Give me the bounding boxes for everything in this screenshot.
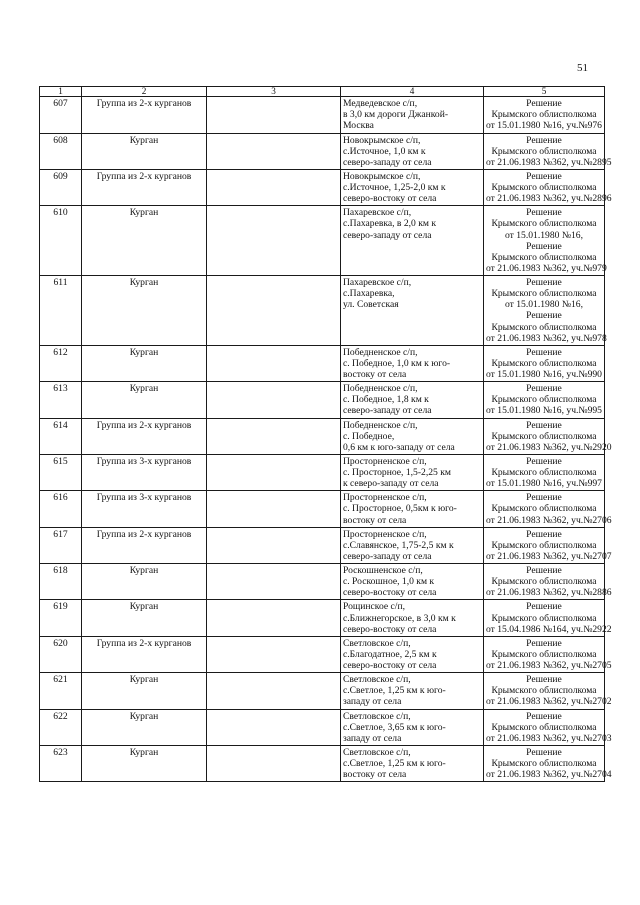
location-cell	[341, 491, 484, 527]
location-line: 0,6 км к юго-западу от села	[343, 441, 455, 453]
location-line: с. Победное, 1,0 км к юго-	[343, 357, 451, 369]
document-line: от 15.01.1980 №16,	[505, 299, 583, 311]
document-line: от 21.06.1983 №362, уч.№2920	[486, 441, 612, 453]
location-line: Новокрымское с/п,	[343, 170, 421, 182]
document-line: Крымского облисполкома	[491, 612, 597, 624]
column-3-cell	[207, 418, 341, 454]
record-number: 607	[40, 97, 82, 133]
location-line: Москва	[343, 120, 374, 132]
location-line: Победненское с/п,	[343, 383, 418, 395]
column-3-cell	[207, 636, 341, 672]
document-line: Решение	[526, 346, 562, 358]
record-number: 617	[40, 527, 82, 563]
column-3-cell	[207, 745, 341, 781]
document-line: Крымского облисполкома	[491, 467, 597, 479]
document-line: от 21.06.1983 №362, уч.№978	[486, 332, 607, 344]
document-cell	[484, 206, 605, 276]
object-name: Курган	[82, 673, 207, 709]
document-cell	[484, 276, 605, 346]
location-line: востоку от села	[343, 769, 407, 781]
location-line: ул. Советская	[343, 299, 399, 311]
location-line: Новокрымское с/п,	[343, 134, 421, 146]
column-3-cell	[207, 345, 341, 381]
location-cell	[341, 745, 484, 781]
document-line: Крымского облисполкома	[491, 394, 597, 406]
document-line: Решение	[526, 419, 562, 431]
table-row	[40, 745, 605, 781]
document-line: Решение	[526, 674, 562, 686]
document-line: Решение	[526, 277, 562, 289]
location-line: северо-западу от села	[343, 550, 432, 562]
location-line: к северо-западу от села	[343, 478, 439, 490]
record-number: 620	[40, 636, 82, 672]
location-cell	[341, 564, 484, 600]
location-line: северо-востоку от села	[343, 660, 437, 672]
record-number: 623	[40, 745, 82, 781]
document-line: Крымского облисполкома	[491, 503, 597, 515]
document-line: Крымского облисполкома	[491, 539, 597, 551]
table-row	[40, 206, 605, 276]
location-line: Просторненское с/п,	[343, 455, 427, 467]
location-cell	[341, 709, 484, 745]
location-line: Светловское с/п,	[343, 637, 411, 649]
document-line: Решение	[526, 455, 562, 467]
location-cell	[341, 673, 484, 709]
document-cell	[484, 418, 612, 454]
document-cell	[484, 709, 612, 745]
location-cell	[341, 169, 484, 205]
monument-registry-table	[39, 86, 612, 782]
object-name: Курган	[82, 745, 207, 781]
object-name: Группа из 2-х курганов	[82, 636, 207, 672]
record-number: 618	[40, 564, 82, 600]
document-line: Крымского облисполкома	[491, 430, 597, 442]
location-cell	[341, 527, 484, 563]
table-row	[40, 276, 605, 346]
document-line: Крымского облисполкома	[491, 145, 597, 157]
column-3-cell	[207, 133, 341, 169]
column-3-cell	[207, 673, 341, 709]
column-3-cell	[207, 382, 341, 418]
record-number: 608	[40, 133, 82, 169]
location-line: северо-западу от села	[343, 229, 432, 241]
document-cell	[484, 745, 612, 781]
location-line: Просторненское с/п,	[343, 528, 427, 540]
table-row	[40, 454, 605, 490]
document-line: Крымского облисполкома	[491, 685, 597, 697]
document-line: от 21.06.1983 №362, уч.№2895	[486, 156, 612, 168]
document-line: Крымского облисполкома	[491, 576, 597, 588]
record-number: 612	[40, 345, 82, 381]
document-cell	[484, 527, 612, 563]
object-name: Группа из 2-х курганов	[82, 169, 207, 205]
column-3-cell	[207, 564, 341, 600]
location-cell	[341, 97, 484, 133]
document-line: от 21.06.1983 №362, уч.№2704	[486, 769, 612, 781]
record-number: 616	[40, 491, 82, 527]
record-number: 609	[40, 169, 82, 205]
document-line: от 15.01.1980 №16, уч.№990	[486, 369, 602, 381]
object-name: Курган	[82, 345, 207, 381]
header-col-2: 2	[82, 87, 207, 97]
document-line: Решение	[526, 492, 562, 504]
header-row	[40, 87, 605, 97]
document-cell	[484, 345, 605, 381]
table-row	[40, 636, 605, 672]
location-line: северо-западу от села	[343, 405, 432, 417]
document-cell	[484, 133, 612, 169]
document-line: от 21.06.1983 №362, уч.№2703	[486, 732, 612, 744]
document-line: Решение	[526, 746, 562, 758]
location-line: Пахаревское с/п,	[343, 207, 412, 219]
column-3-cell	[207, 276, 341, 346]
column-3-cell	[207, 97, 341, 133]
table-row	[40, 382, 605, 418]
document-cell	[484, 564, 612, 600]
location-line: с. Победное,	[343, 430, 395, 442]
document-line: от 21.06.1983 №362, уч.№2896	[486, 193, 612, 205]
header-col-5: 5	[484, 87, 605, 97]
table-row	[40, 527, 605, 563]
object-name: Курган	[82, 133, 207, 169]
location-cell	[341, 636, 484, 672]
table-row	[40, 418, 605, 454]
location-line: с.Светлое, 1,25 км к юго-	[343, 758, 446, 770]
location-line: с.Славянское, 1,75-2,5 км к	[343, 539, 454, 551]
document-cell	[484, 673, 612, 709]
document-line: от 21.06.1983 №362, уч.№979	[486, 262, 607, 274]
document-line: Крымского облисполкома	[491, 648, 597, 660]
record-number: 614	[40, 418, 82, 454]
document-cell	[484, 454, 605, 490]
location-cell	[341, 345, 484, 381]
location-line: с. Просторное, 1,5-2,25 км	[343, 467, 451, 479]
table-row	[40, 673, 605, 709]
document-line: Крымского облисполкома	[491, 288, 597, 300]
document-line: от 21.06.1983 №362, уч.№2705	[486, 660, 612, 672]
document-line: Крымского облисполкома	[491, 357, 597, 369]
document-line: Крымского облисполкома	[491, 321, 597, 333]
table-row	[40, 169, 605, 205]
document-line: Крымского облисполкома	[491, 251, 597, 263]
table-row	[40, 97, 605, 133]
record-number: 611	[40, 276, 82, 346]
location-line: западу от села	[343, 696, 402, 708]
location-line: северо-востоку от села	[343, 193, 437, 205]
column-3-cell	[207, 169, 341, 205]
location-line: с. Роскошное, 1,0 км к	[343, 576, 435, 588]
object-name: Группа из 2-х курганов	[82, 418, 207, 454]
location-line: с. Победное, 1,8 км к	[343, 394, 429, 406]
location-line: Пахаревское с/п,	[343, 277, 412, 289]
document-line: от 21.06.1983 №362, уч.№2886	[486, 587, 612, 599]
object-name: Курган	[82, 709, 207, 745]
header-col-4: 4	[341, 87, 484, 97]
location-line: Просторненское с/п,	[343, 492, 427, 504]
document-line: Решение	[526, 565, 562, 577]
object-name: Группа из 2-х курганов	[82, 527, 207, 563]
table-row	[40, 600, 605, 636]
document-line: от 21.06.1983 №362, уч.№2702	[486, 696, 612, 708]
column-3-cell	[207, 206, 341, 276]
column-3-cell	[207, 600, 341, 636]
location-line: с.Источное, 1,25-2,0 км к	[343, 182, 446, 194]
document-line: Крымского облисполкома	[491, 721, 597, 733]
document-line: Крымского облисполкома	[491, 109, 597, 121]
record-number: 619	[40, 600, 82, 636]
table-row	[40, 709, 605, 745]
table-row	[40, 345, 605, 381]
document-cell	[484, 97, 605, 133]
document-line: от 15.01.1980 №16, уч.№995	[486, 405, 602, 417]
location-cell	[341, 276, 484, 346]
location-line: востоку от села	[343, 514, 407, 526]
location-line: Медведевское с/п,	[343, 98, 418, 110]
location-line: с.Ближнегорское, в 3,0 км к	[343, 612, 456, 624]
location-line: северо-востоку от села	[343, 587, 437, 599]
table-row	[40, 564, 605, 600]
document-line: Крымского облисполкома	[491, 758, 597, 770]
record-number: 615	[40, 454, 82, 490]
location-cell	[341, 206, 484, 276]
document-line: Решение	[526, 637, 562, 649]
location-line: Светловское с/п,	[343, 746, 411, 758]
table-body	[40, 97, 612, 782]
table-row	[40, 491, 605, 527]
record-number: 621	[40, 673, 82, 709]
document-cell	[484, 636, 612, 672]
document-line: Решение	[526, 383, 562, 395]
object-name: Группа из 2-х курганов	[82, 97, 207, 133]
record-number: 610	[40, 206, 82, 276]
location-cell	[341, 382, 484, 418]
table-row	[40, 133, 605, 169]
location-line: с. Просторное, 0,5км к юго-	[343, 503, 457, 515]
object-name: Курган	[82, 382, 207, 418]
table-header	[40, 87, 605, 97]
header-col-3: 3	[207, 87, 341, 97]
header-col-1: 1	[40, 87, 82, 97]
record-number: 622	[40, 709, 82, 745]
document-line: Решение	[526, 601, 562, 613]
document-cell	[484, 169, 612, 205]
column-3-cell	[207, 454, 341, 490]
object-name: Курган	[82, 206, 207, 276]
object-name: Курган	[82, 600, 207, 636]
document-line: от 15.01.1980 №16,	[505, 229, 583, 241]
document-line: Решение	[526, 310, 562, 322]
document-line: Крымского облисполкома	[491, 182, 597, 194]
document-cell	[484, 600, 612, 636]
location-line: с.Светлое, 3,65 км к юго-	[343, 721, 446, 733]
location-cell	[341, 600, 484, 636]
column-3-cell	[207, 491, 341, 527]
location-line: северо-западу от села	[343, 156, 432, 168]
object-name: Группа из 3-х курганов	[82, 454, 207, 490]
location-line: Роскошненское с/п,	[343, 565, 423, 577]
location-line: Светловское с/п,	[343, 710, 411, 722]
location-line: Победненское с/п,	[343, 419, 418, 431]
location-line: с.Источное, 1,0 км к	[343, 145, 426, 157]
column-3-cell	[207, 709, 341, 745]
location-line: Светловское с/п,	[343, 674, 411, 686]
document-line: Решение	[526, 98, 562, 110]
location-line: с.Светлое, 1,25 км к юго-	[343, 685, 446, 697]
location-line: западу от села	[343, 732, 402, 744]
page-number: 51	[577, 62, 588, 74]
document-line: Решение	[526, 240, 562, 252]
document-line: Решение	[526, 207, 562, 219]
document-cell	[484, 382, 605, 418]
document-line: Решение	[526, 528, 562, 540]
document-cell	[484, 491, 612, 527]
location-line: северо-востоку от села	[343, 623, 437, 635]
document-line: Крымского облисполкома	[491, 218, 597, 230]
object-name: Курган	[82, 564, 207, 600]
location-line: с.Пахаревка,	[343, 288, 395, 300]
document-line: Решение	[526, 710, 562, 722]
document-line: от 15.04.1986 №164, уч.№2922	[486, 623, 612, 635]
location-line: Рощинское с/п,	[343, 601, 406, 613]
object-name: Группа из 3-х курганов	[82, 491, 207, 527]
location-cell	[341, 454, 484, 490]
column-3-cell	[207, 527, 341, 563]
location-line: с.Пахаревка, в 2,0 км к	[343, 218, 437, 230]
document-line: от 15.01.1980 №16, уч.№976	[486, 120, 602, 132]
location-line: востоку от села	[343, 369, 407, 381]
document-line: от 15.01.1980 №16, уч.№997	[486, 478, 602, 490]
record-number: 613	[40, 382, 82, 418]
document-line: Решение	[526, 170, 562, 182]
location-cell	[341, 418, 484, 454]
document-line: Решение	[526, 134, 562, 146]
location-line: в 3,0 км дороги Джанкой-	[343, 109, 449, 121]
document-line: от 21.06.1983 №362, уч.№2707	[486, 550, 612, 562]
document-line: от 21.06.1983 №362, уч.№2706	[486, 514, 612, 526]
object-name: Курган	[82, 276, 207, 346]
location-line: Победненское с/п,	[343, 346, 418, 358]
location-line: с.Благодатное, 2,5 км к	[343, 648, 437, 660]
location-cell	[341, 133, 484, 169]
